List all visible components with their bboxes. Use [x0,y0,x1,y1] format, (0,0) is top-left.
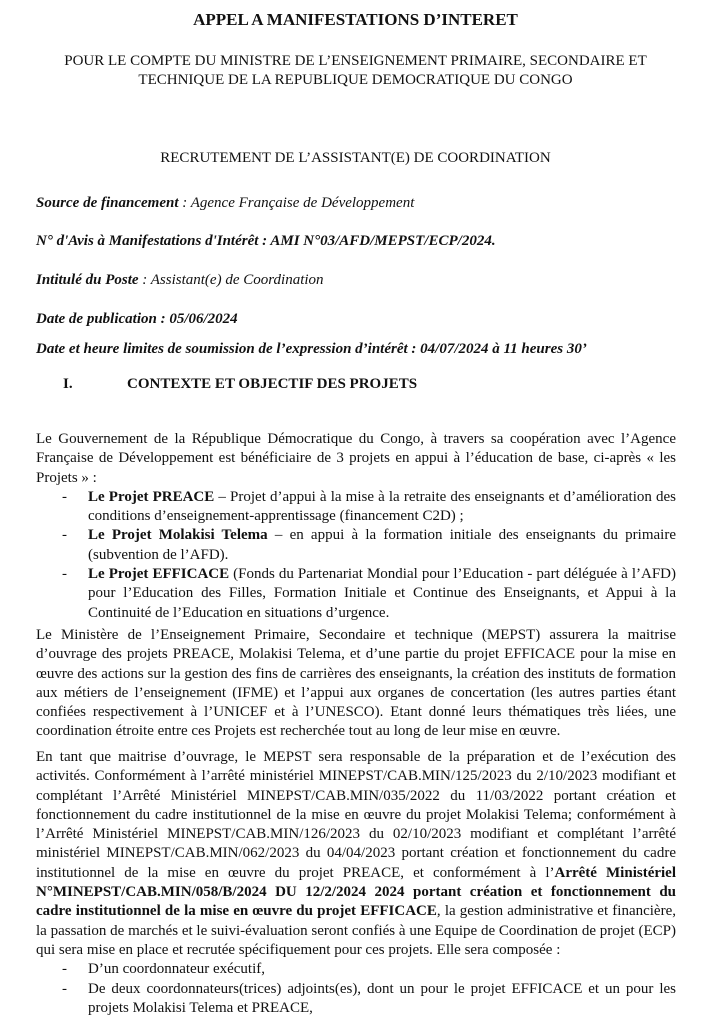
deadline-label: Date et heure limites de soumission de l’expression d’intérêt [36,341,408,357]
list-item: - D’un coordonnateur exécutif, [36,960,676,979]
notice-line [36,233,496,250]
paragraph-text: En tant que maitrise d’ouvrage, le MEPST sera responsable de la préparation et de l’exécution des activités. Conformément à l’arrêté ministériel MINEPST/CAB.MIN/125/2023 du 2/10/2023 modifiant et complétant l’Arrêté Ministériel MINEPST/CAB.MIN/035/2022 du 11/03/2022 portant création et fonctionnement du cadre institutionnel de la mise en œuvre du projet Molakisi Telema; conformément à l’Arrêté Ministériel MINEPST/CAB.MIN/126/2023 du 02/10/2023 modifiant et complétant l’arrêté ministériel MINEPST/CAB.MIN/062/2023 du 04/04/2023 portant création et fonctionnement du cadre institutionnel de la mise en œuvre du projet PREACE, et conformément à l’ [36,749,676,881]
notice-value: : AMI N°03/AFD/MEPST/ECP/2024. [262,233,496,249]
coordination-block [36,748,676,1018]
project-desc: – Projet d’appui à la mise à la retraite des enseignants et d’amélioration des conditions d’enseignement-apprentissage (financement C2D) ; [88,488,677,525]
post-value: : Assistant(e) de Coordination [142,272,324,288]
decree-reference: Arrêté Ministériel N°MINEPST/CAB.MIN/058/B/2024 DU 12/2/2024 2024 portant création et fonctionnement du cadre institutionnel de la mise en œuvre du projet EFFICACE [36,864,677,920]
section-number: I. [63,376,73,392]
list-item: - De deux coordonnateurs(trices) adjoints(es), dont un pour le projet EFFICACE et un pour les projets Molakisi Telema et PREACE, [36,980,676,1018]
section-title: CONTEXTE ET OBJECTIF DES PROJETS [127,376,418,392]
post-label: Intitulé du Poste [36,272,139,288]
publication-value: : 05/06/2024 [160,311,238,327]
intro-paragraph: Le Gouvernement de la République Démocratique du Congo, à travers sa coopération avec l’Agence Française de Développement est bénéficiaire de 3 projets en appui à l’éducation de base, ci-après « les Projets » : [36,431,676,486]
paragraph-text: Le Ministère de l’Enseignement Primaire, Secondaire et technique (MEPST) assurera la maitrise d’ouvrage des projets PREACE, Molakisi Telema, et d’une partie du projet EFFICACE pour la mise en œuvre des actions sur la gestion des fins de carrières des enseignants, la création des instituts de formation aux métiers de l’enseignement (IFME) et l’appui aux organes de concertation (les autres parties étant confiées respectivement à l’UNICEF et à l’UNESCO). Etant donné leurs thématiques très liées, une coordination étroite entre ces Projets est recherchée tout au long de leur mise en œuvre. [36,627,676,740]
paragraph-text: , la gestion administrative et financière, la passation de marchés et le suivi-évaluation seront confiés à une Equipe de Coordination de projet (ECP) qui sera mise en place et recrutée spécifiquement pour ces projets. Elle sera composée : [36,903,676,958]
project-name: Le Projet Molakisi Telema [88,527,268,544]
funding-line [36,195,414,212]
list-item [36,526,676,565]
list-item [36,488,676,527]
document-title: APPEL A MANIFESTATIONS D’INTERET [193,10,518,29]
publication-line [36,311,238,328]
mepst-paragraph [36,626,676,742]
projects-list [36,488,676,623]
section-heading [63,376,417,393]
notice-label: N° d'Avis à Manifestations d'Intérêt [36,233,259,249]
funding-label: Source de financement [36,195,179,211]
recruitment-heading: RECRUTEMENT DE L’ASSISTANT(E) DE COORDINATION [160,150,551,166]
project-name: Le Projet EFFICACE [88,566,230,583]
project-desc: (Fonds du Partenariat Mondial pour l’Education - part déléguée à l’AFD) pour l’Education des Filles, Formation Initiale et Continue des Enseignants, et Appui à la Continuité de l’Education en situations d’urgence. [88,566,676,621]
project-name: Le Projet PREACE [88,488,215,505]
funding-value: : Agence Française de Développement [182,195,415,211]
coordination-paragraph [36,748,676,960]
intro-block [36,430,676,623]
composition-list [36,960,676,1018]
document-subtitle: POUR LE COMPTE DU MINISTRE DE L’ENSEIGNEMENT PRIMAIRE, SECONDAIRE ET TECHNIQUE DE LA REPUBLIQUE DEMOCRATIQUE DU CONGO [64,53,647,88]
deadline-value: : 04/07/2024 à 11 heures 30’ [411,341,587,357]
deadline-line [36,341,587,358]
list-item [36,565,676,623]
project-desc: – en appui à la formation initiale des enseignants du primaire (subvention de l’AFD). [88,527,676,563]
publication-label: Date de publication [36,311,157,327]
post-line [36,272,324,289]
